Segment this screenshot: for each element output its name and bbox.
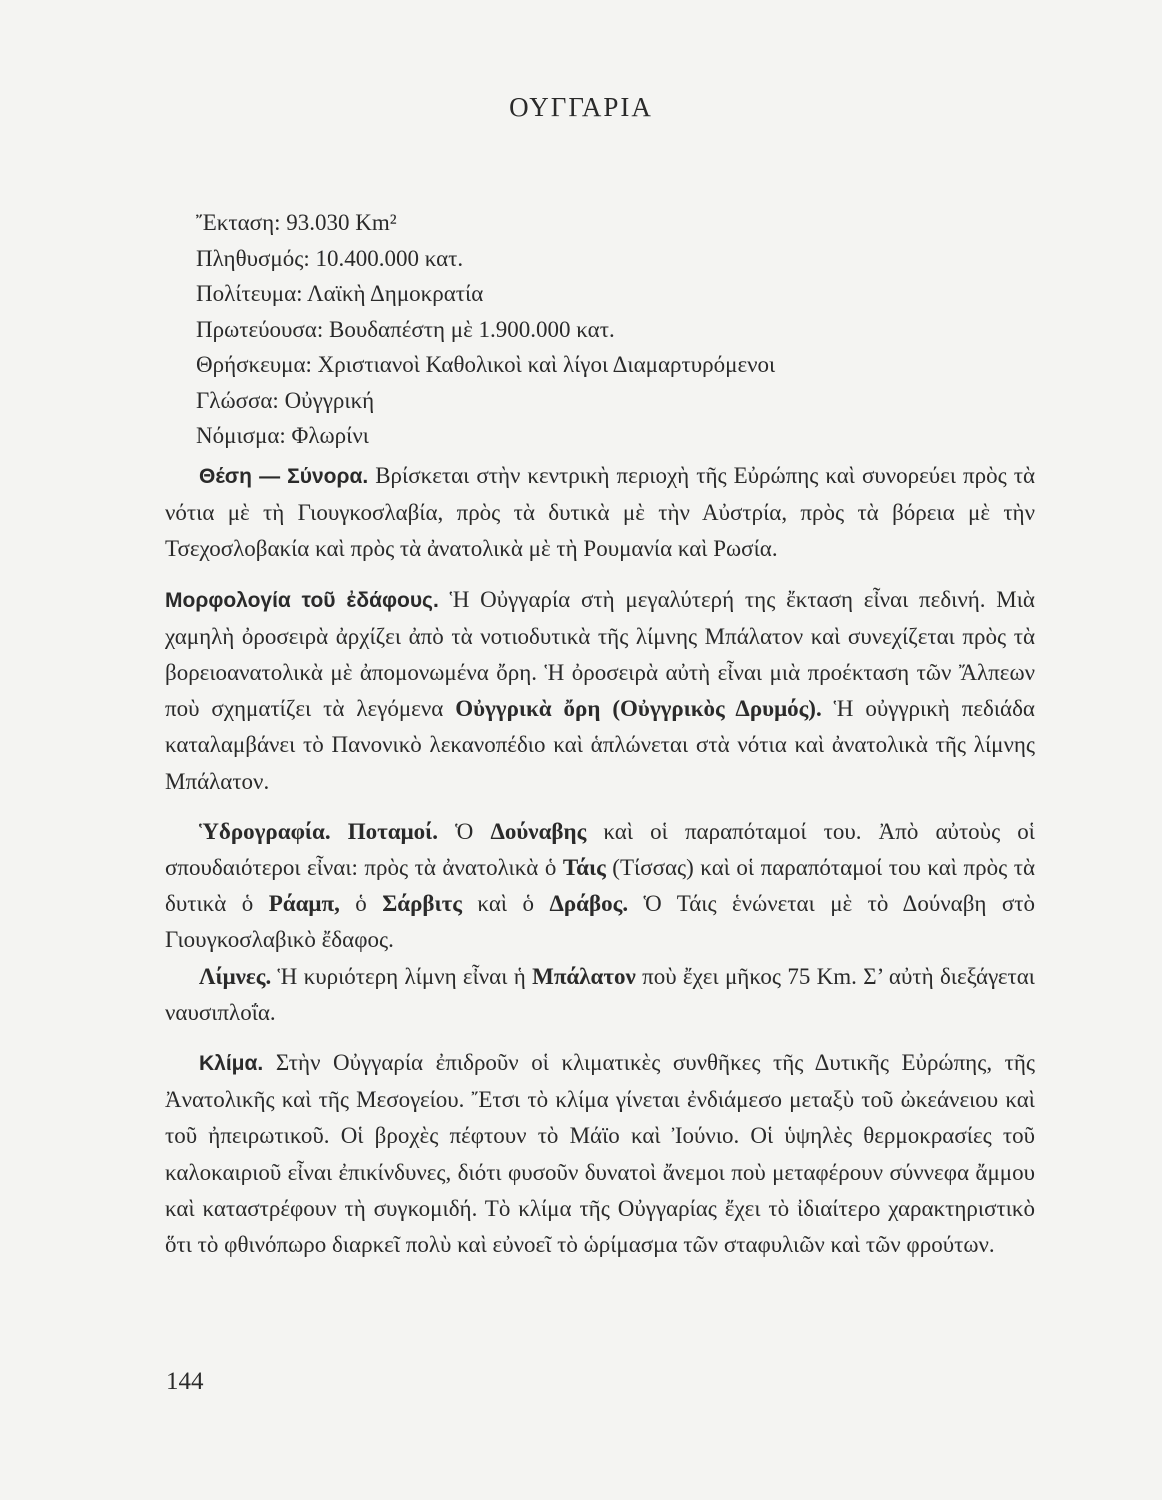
lakes-text-1: Ἡ κυριότερη λίμνη εἶναι ἡ [271,963,533,989]
heading-morphology: Μορφολογία τοῦ ἐδάφους. [165,588,439,612]
term-raab: Ράαμπ, [268,891,340,917]
term-balaton: Μπάλατον [532,963,636,989]
page-body [165,458,1035,1263]
fact-capital: Πρωτεύουσα: Βουδαπέστη μὲ 1.900.000 κατ. [196,316,615,342]
country-facts [196,205,1016,454]
fact-religion: Θρήσκευμα: Χριστιανοὶ Καθολικοὶ καὶ λίγοι Διαμαρτυρόμενοι [196,352,776,377]
hydrography-text-5: καὶ ὁ [461,891,550,917]
fact-government: Πολίτευμα: Λαϊκὴ Δημοκρατία [196,281,484,306]
term-tisza: Τάις [562,855,606,881]
morphology-text-2: Ἡ οὐγγρικὴ πεδιάδα καταλαμβάνει τὸ Πανονικὸ λεκανοπέδιο καὶ ἁπλώνεται στὰ νότια καὶ ἀνατολικὰ τῆς λίμνης Μπάλατον. [165,696,1035,794]
hydrography-text-1: Ὁ [438,818,491,844]
paragraph-climate [165,1045,1035,1263]
fact-population: Πληθυσμός: 10.400.000 κατ. [196,245,464,271]
hydrography-text-2: καὶ οἱ παραπόταμοί του. Ἀπὸ αὐτοὺς οἱ σπουδαιότεροι εἶναι: πρὸς τὰ ἀνατολικὰ ὁ [165,818,1035,881]
paragraph-hydrography [165,814,1035,959]
morphology-text-1: Ἡ Οὐγγαρία στὴ μεγαλύτερή της ἔκταση εἶναι πεδινή. Μιὰ χαμηλὴ ὀροσειρὰ ἀρχίζει ἀπὸ τὰ νοτιοδυτικὰ τῆς λίμνης Μπάλατον καὶ συνεχίζεται πρὸς τὰ βορειοανατολικὰ μὲ ἀπομονωμένα ὄρη. Ἡ ὀροσειρὰ αὐτὴ εἶναι μιὰ προέκταση τῶν Ἄλπεων ποὺ σχηματίζει τὰ λεγόμενα [165,586,1035,722]
heading-lakes: Λίμνες. [199,963,272,989]
heading-climate: Κλίμα. [199,1052,264,1076]
paragraph-position [165,458,1035,568]
lakes-text-2: ποὺ ἔχει μῆκος 75 Km. Σ’ αὐτὴ διεξάγεται ναυσιπλοΐα. [165,963,1035,1025]
paragraph-morphology [165,582,1035,800]
term-danube: Δούναβης [490,818,587,844]
term-sarvitz: Σάρβιτς [382,891,462,917]
position-text: Βρίσκεται στὴν κεντρικὴ περιοχὴ τῆς Εὐρώπης καὶ συνορεύει πρὸς τὰ νότια μὲ τὴ Γιουγκοσλαβία, πρὸς τὰ δυτικὰ μὲ τὴν Αὐστρία, πρὸς τὰ βόρεια μὲ τὴν Τσεχοσλοβακία καὶ πρὸς τὰ ἀνατολικὰ μὲ τὴ Ρουμανία καὶ Ρωσία. [165,463,1035,562]
heading-position: Θέση — Σύνορα. [199,465,369,488]
fact-language: Γλώσσα: Οὐγγρική [196,387,375,413]
hydrography-text-3: (Τίσσας) καὶ οἱ παραπόταμοί του καὶ πρὸς τὰ δυτικὰ ὁ [165,855,1035,917]
term-drava: Δράβος. [549,891,629,917]
term-hungarian-mountains: Οὐγγρικὰ ὄρη (Οὐγγρικὸς Δρυμός). [455,696,822,722]
fact-currency: Νόμισμα: Φλωρίνι [196,423,369,448]
paragraph-lakes [165,959,1035,1031]
hydrography-text-4: ὁ [339,891,383,917]
hydrography-text-6: Ὁ Τάις ἑνώνεται μὲ τὸ Δούναβη στὸ Γιουγκοσλαβικὸ ἔδαφος. [165,891,1036,953]
page-number: 144 [166,1368,204,1395]
climate-text: Στὴν Οὐγγαρία ἐπιδροῦν οἱ κλιματικὲς συνθῆκες τῆς Δυτικῆς Εὐρώπης, τῆς Ἀνατολικῆς καὶ τῆς Μεσογείου. Ἔτσι τὸ κλίμα γίνεται ἐνδιάμεσο μεταξὺ τοῦ ὠκεάνειου καὶ τοῦ ἠπειρωτικοῦ. Οἱ βροχὲς πέφτουν τὸ Μάϊο καὶ Ἰούνιο. Οἱ ὑψηλὲς θερμοκρασίες τοῦ καλοκαιριοῦ εἶναι ἐπικίνδυνες, διότι φυσοῦν δυνατοὶ ἄνεμοι ποὺ μεταφέρουν σύννεφα ἄμμου καὶ καταστρέφουν τὴ συγκομιδή. Τὸ κλίμα τῆς Οὐγγαρίας ἔχει τὸ ἰδιαίτερο χαρακτηριστικὸ ὅτι τὸ φθινόπωρο διαρκεῖ πολὺ καὶ εὐνοεῖ τὸ ὡρίμασμα τῶν σταφυλιῶν καὶ τῶν φρούτων. [165,1050,1035,1258]
fact-area: Ἔκταση: 93.030 Km² [196,210,397,235]
heading-hydrography: Ὑδρογραφία. Ποταμοί. [199,818,439,844]
page-title: ΟΥΓΓΑΡΙΑ [509,92,653,122]
